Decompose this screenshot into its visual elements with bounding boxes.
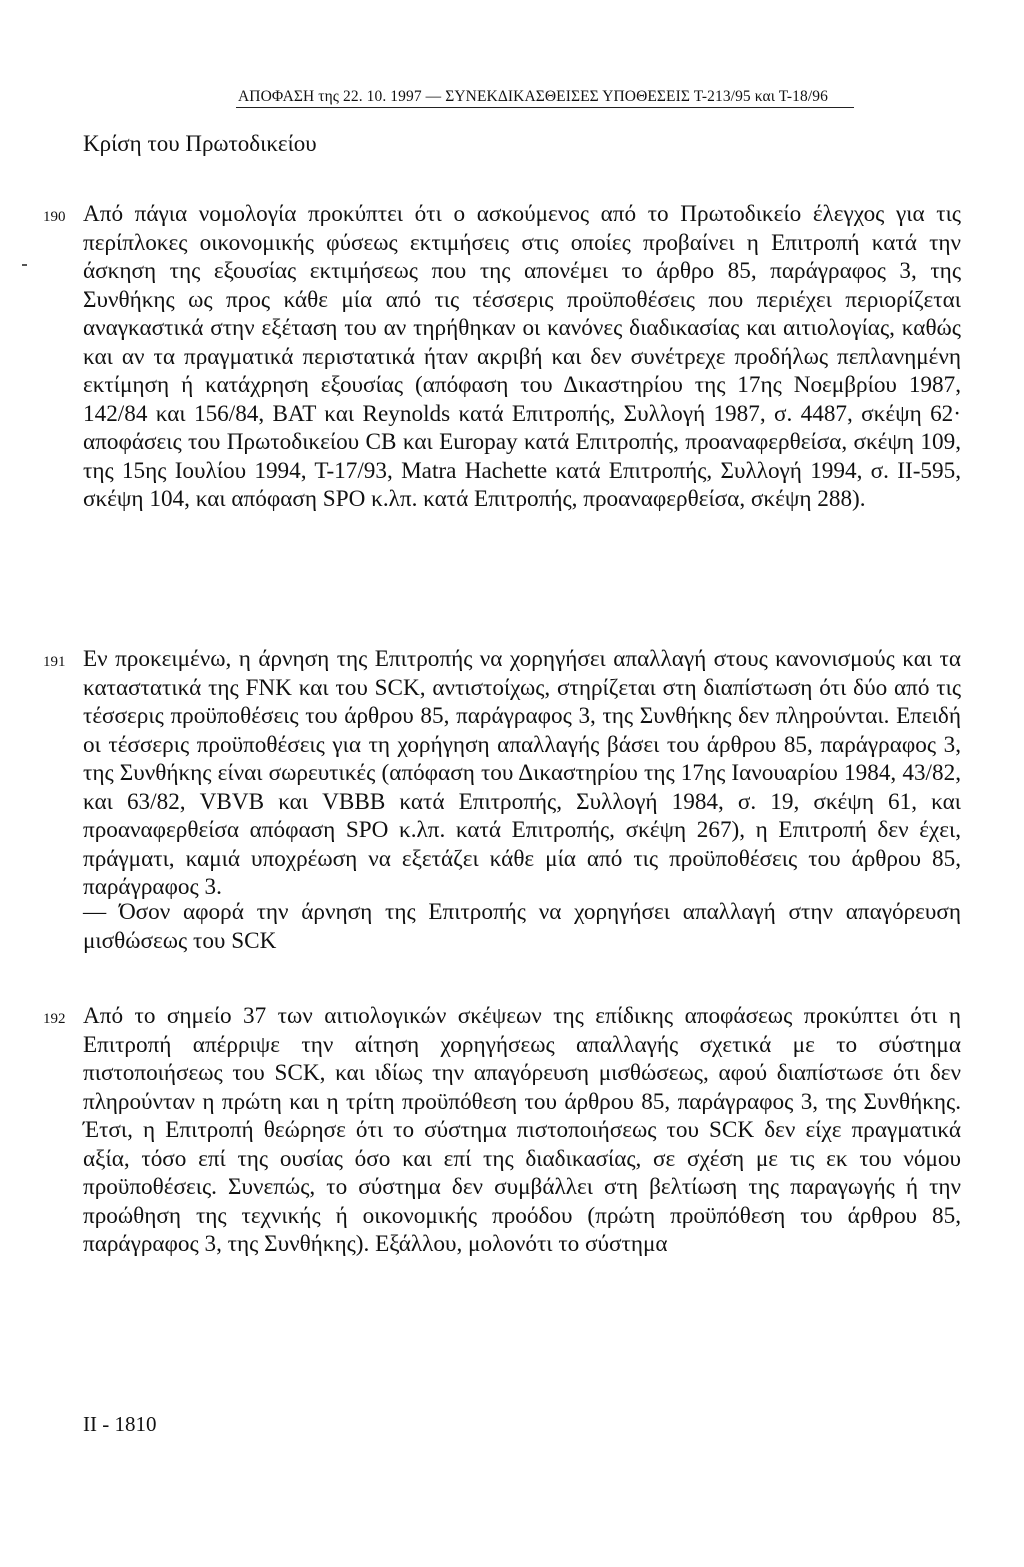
page-number: II - 1810 [83, 1412, 157, 1436]
section-title: Κρίση του Πρωτοδικείου [83, 131, 317, 156]
paragraph-191: Εν προκειμένω, η άρνηση της Επιτροπής να χορηγήσει απαλλαγή στους κανονισμούς και τα καταστατικά της FNK και του SCK, αντιστοίχως, στηρίζεται στη διαπίστωση ότι δύο από τις τέσσερις προϋποθέσεις του άρθρου 85, παράγραφος 3, της Συνθήκης δεν πληρούνται. Επειδή οι τέσσερις προϋποθέσεις για τη χορήγηση απαλλαγής βάσει του άρθρου 85, παράγραφος 3, της Συνθήκης είναι σωρευτικές (απόφαση του Δικαστηρίου της 17ης Ιανουαρίου 1984, 43/82, και 63/82, VBVB και VBBB κατά Επιτροπής, Συλλογή 1984, σ. 19, σκέψη 61, και προαναφερθείσα απόφαση SPO κ.λπ. κατά Επιτροπής, σκέψη 267), η Επιτροπή δεν έχει, πράγματι, καμιά υποχρέωση να εξετάζει κάθε μία από τις προϋποθέσεις του άρθρου 85, παράγραφος 3. [83, 646, 961, 901]
paragraph-number-190: 190 [43, 209, 66, 225]
paragraph-number-191: 191 [43, 654, 66, 670]
paragraph-192: Από το σημείο 37 των αιτιολογικών σκέψεων της επίδικης αποφάσεως προκύπτει ότι η Επιτροπή απέρριψε την αίτηση χορηγήσεως απαλλαγής σχετικά με το σύστημα πιστοποιήσεως του SCK, και ιδίως την απαγόρευση μισθώσεως, αφού διαπίστωσε ότι δεν πληρούνταν η πρώτη και η τρίτη προϋπόθεση του άρθρου 85, παράγραφος 3, της Συνθήκης. Έτσι, η Επιτροπή θεώρησε ότι το σύστημα πιστοποιήσεως του SCK δεν είχε πραγματικά αξία, τόσο επί της ουσίας όσο και επί της διαδικασίας, σε σχέση με τις εκ του νόμου προϋποθέσεις. Συνεπώς, το σύστημα δεν συμβάλλει στη βελτίωση της παραγωγής ή την προώθηση της τεχνικής ή οικονομικής προόδου (πρώτη προϋπόθεση του άρθρου 85, παράγραφος 3, της Συνθήκης). Εξάλλου, μολονότι το σύστημα [83, 1003, 961, 1258]
running-header: ΑΠΟΦΑΣΗ της 22. 10. 1997 — ΣΥΝΕΚΔΙΚΑΣΘΕΙΣΕΣ ΥΠΟΘΕΣΕΙΣ Τ-213/95 και Τ-18/96 [238, 88, 828, 105]
paragraph-190: Από πάγια νομολογία προκύπτει ότι ο ασκούμενος από το Πρωτοδικείο έλεγχος για τις περίπλοκες οικονομικής φύσεως εκτιμήσεις στις οποίες προβαίνει η Επιτροπή κατά την άσκηση της εξουσίας εκτιμήσεως που της απονέμει το άρθρο 85, παράγραφος 3, της Συνθήκης ως προς κάθε μία από τις τέσσερις προϋποθέσεις που περιέχει περιορίζεται αναγκαστικά στην εξέταση του αν τηρήθηκαν οι κανόνες διαδικασίας και αιτιολογίας, καθώς και αν τα πραγματικά περιστατικά ήταν ακριβή και δεν συνέτρεχε προδήλως πεπλανημένη εκτίμηση ή κατάχρηση εξουσίας (απόφαση του Δικαστηρίου της 17ης Νοεμβρίου 1987, 142/84 και 156/84, ΒΑΤ και Reynolds κατά Επιτροπής, Συλλογή 1987, σ. 4487, σκέψη 62· αποφάσεις του Πρωτοδικείου CB και Europay κατά Επιτροπής, προαναφερθείσα, σκέψη 109, της 15ης Ιουλίου 1994, Τ-17/93, Matra Hachette κατά Επιτροπής, Συλλογή 1994, σ. ΙΙ-595, σκέψη 104, και απόφαση SPO κ.λπ. κατά Επιτροπής, προαναφερθείσα, σκέψη 288). [83, 201, 961, 513]
paragraph-number-192: 192 [43, 1011, 66, 1027]
subheading: — Όσον αφορά την άρνηση της Επιτροπής να χορηγήσει απαλλαγή στην απαγόρευση μισθώσεως του SCK [83, 899, 961, 954]
margin-mark [22, 264, 27, 266]
header-rule [236, 107, 854, 108]
